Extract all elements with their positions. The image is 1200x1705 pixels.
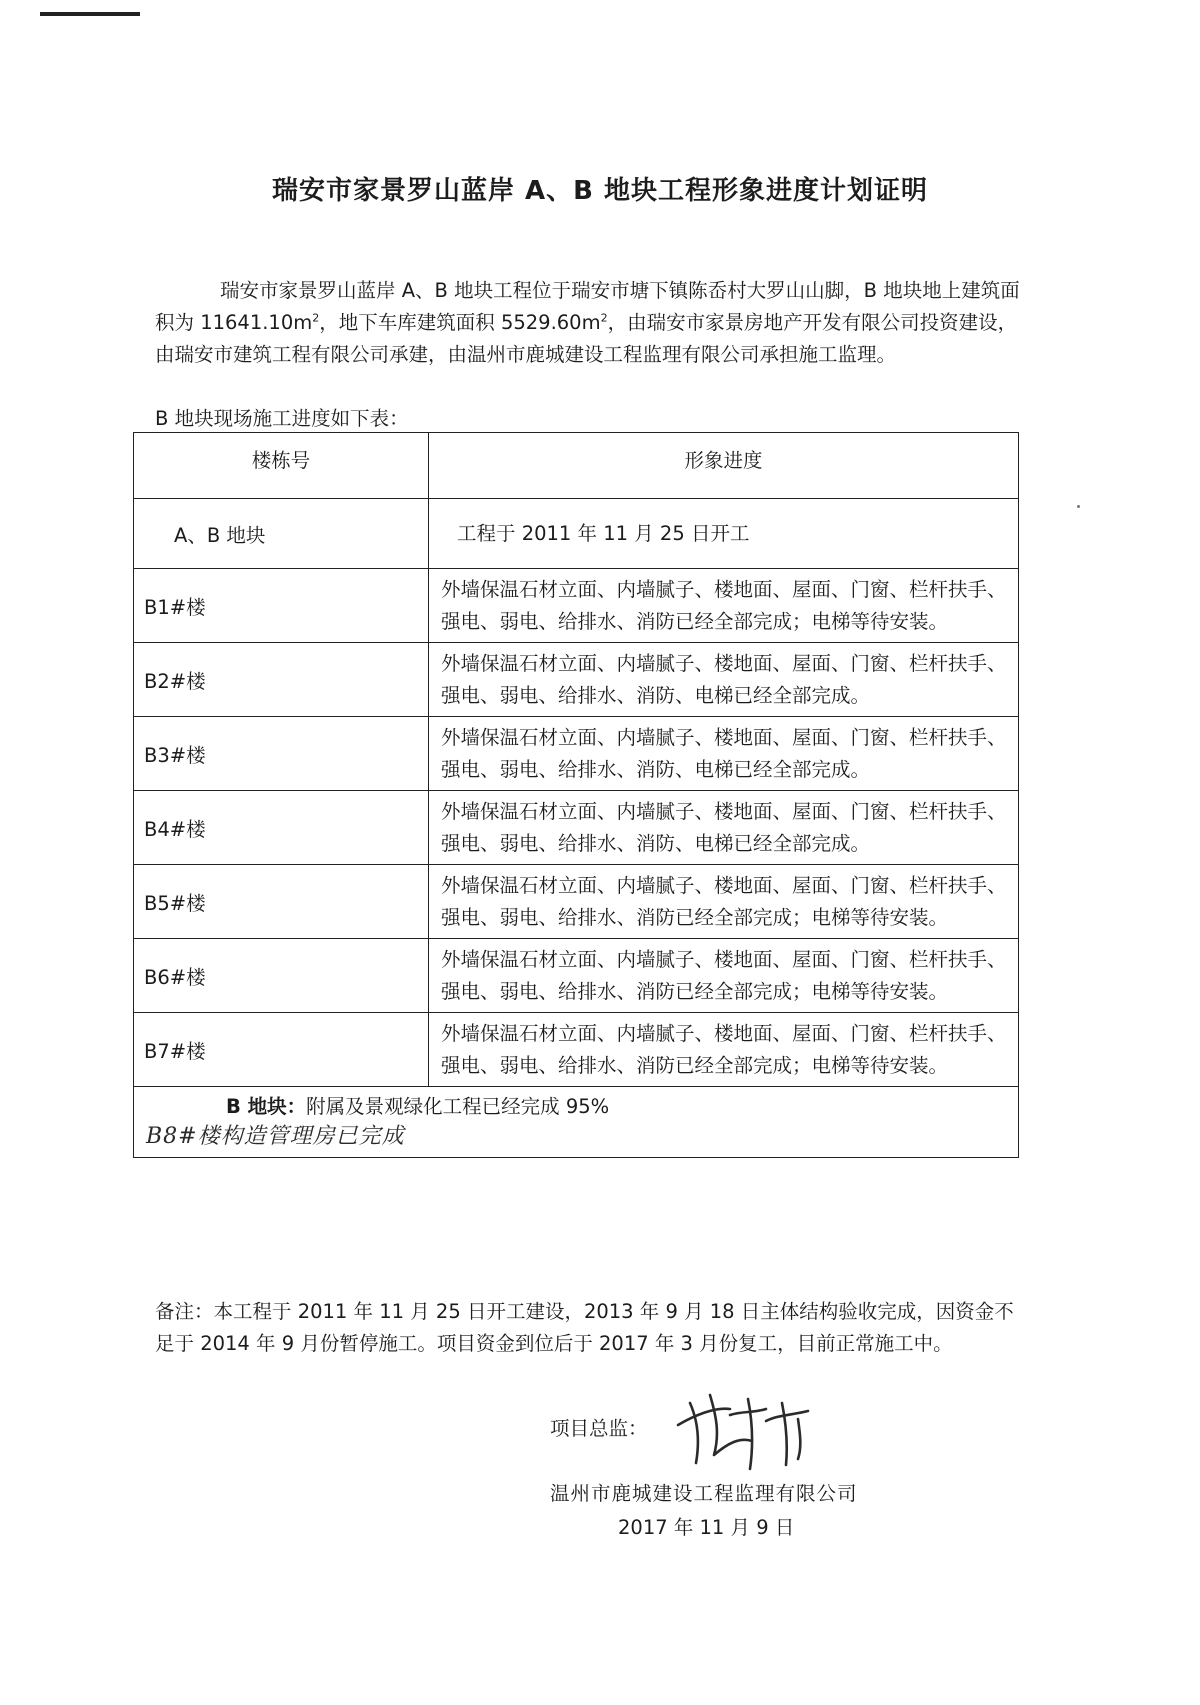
signature-image [670, 1385, 820, 1475]
table-caption: B 地块现场施工进度如下表： [155, 407, 409, 430]
handwritten-note: B8#楼构造管理房已完成 [146, 1124, 405, 1149]
building-cell: B4#楼 [134, 791, 429, 865]
progress-cell: 外墙保温石材立面、内墙腻子、楼地面、屋面、门窗、栏杆扶手、强电、弱电、给排水、消防、电梯已经全部完成。 [429, 791, 1019, 865]
company-name: 温州市鹿城建设工程监理有限公司 [550, 1482, 858, 1505]
table-row [134, 569, 1019, 643]
table-row [134, 1013, 1019, 1087]
progress-cell: 外墙保温石材立面、内墙腻子、楼地面、屋面、门窗、栏杆扶手、强电、弱电、给排水、消防已经全部完成；电梯等待安装。 [429, 569, 1019, 643]
building-cell: B2#楼 [134, 643, 429, 717]
intro-sup-1: 2 [312, 311, 320, 325]
intro-text-2: ，地下车库建筑面积 5529.60m [319, 311, 601, 334]
progress-table [133, 432, 1019, 1158]
table-row [134, 865, 1019, 939]
table-row [134, 939, 1019, 1013]
header-progress: 形象进度 [429, 433, 1019, 499]
remark-paragraph: 备注：本工程于 2011 年 11 月 25 日开工建设，2013 年 9 月 18 日主体结构验收完成，因资金不足于 2014 年 9 月份暂停施工。项目资金到位后于 2017 年 3 月份复工，目前正常施工中。 [155, 1300, 1014, 1355]
scan-edge-mark [40, 12, 140, 16]
intro-paragraph [155, 275, 1025, 371]
table-footer-row [134, 1087, 1019, 1158]
table-row [134, 791, 1019, 865]
building-cell: A、B 地块 [134, 499, 429, 569]
footer-label: B 地块： [226, 1095, 307, 1118]
scan-speck [1077, 505, 1080, 508]
table-row [134, 643, 1019, 717]
intro-text-3: ，由瑞安市家景房地产开发有限公司投资建设，由瑞安市建筑工程有限公司承建，由温州市鹿城建设工程监理有限公司承担施工监理。 [155, 311, 1018, 366]
footer-text: 附属及景观绿化工程已经完成 95% [306, 1095, 610, 1118]
progress-cell: 外墙保温石材立面、内墙腻子、楼地面、屋面、门窗、栏杆扶手、强电、弱电、给排水、消防、电梯已经全部完成。 [429, 643, 1019, 717]
progress-cell: 工程于 2011 年 11 月 25 日开工 [429, 499, 1019, 569]
signoff-date: 2017 年 11 月 9 日 [618, 1516, 795, 1539]
building-cell: B6#楼 [134, 939, 429, 1013]
building-cell: B1#楼 [134, 569, 429, 643]
progress-cell: 外墙保温石材立面、内墙腻子、楼地面、屋面、门窗、栏杆扶手、强电、弱电、给排水、消防、电梯已经全部完成。 [429, 717, 1019, 791]
table-row [134, 499, 1019, 569]
table-row [134, 717, 1019, 791]
building-cell: B5#楼 [134, 865, 429, 939]
footer-cell [134, 1087, 1019, 1158]
supervisor-label: 项目总监： [550, 1417, 648, 1440]
building-cell: B3#楼 [134, 717, 429, 791]
building-cell: B7#楼 [134, 1013, 429, 1087]
intro-sup-2: 2 [600, 311, 608, 325]
progress-cell: 外墙保温石材立面、内墙腻子、楼地面、屋面、门窗、栏杆扶手、强电、弱电、给排水、消防已经全部完成；电梯等待安装。 [429, 1013, 1019, 1087]
header-building: 楼栋号 [134, 433, 429, 499]
progress-cell: 外墙保温石材立面、内墙腻子、楼地面、屋面、门窗、栏杆扶手、强电、弱电、给排水、消防已经全部完成；电梯等待安装。 [429, 865, 1019, 939]
footer-line [146, 1093, 1006, 1121]
progress-cell: 外墙保温石材立面、内墙腻子、楼地面、屋面、门窗、栏杆扶手、强电、弱电、给排水、消防已经全部完成；电梯等待安装。 [429, 939, 1019, 1013]
document-title: 瑞安市家景罗山蓝岸 A、B 地块工程形象进度计划证明 [271, 176, 929, 206]
table-header-row [134, 433, 1019, 499]
intro-text-1: 瑞安市家景罗山蓝岸 A、B 地块工程位于瑞安市塘下镇陈岙村大罗山山脚，B 地块地上建筑面积为 11641.10m [155, 279, 1020, 334]
